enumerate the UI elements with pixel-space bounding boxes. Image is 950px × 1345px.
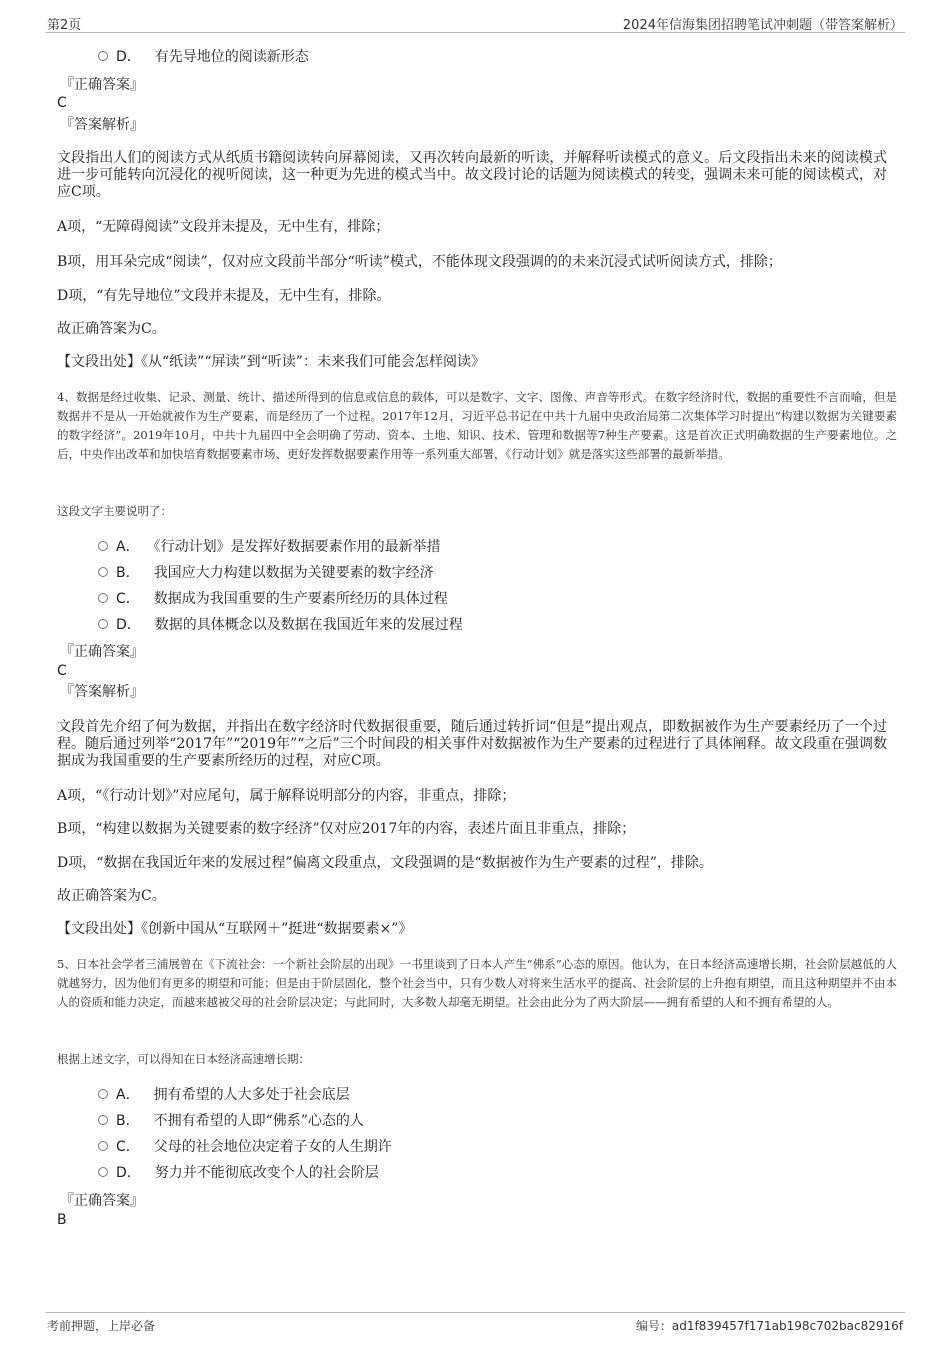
- option-text: 拥有希望的人大多处于社会底层: [153, 1087, 350, 1103]
- q3-answer: C: [57, 95, 67, 111]
- q4-option-d[interactable]: [98, 615, 463, 635]
- option-text: 有先导地位的阅读新形态: [154, 49, 309, 65]
- option-text: 不拥有希望的人即“佛系”心态的人: [153, 1113, 364, 1129]
- radio-icon[interactable]: [98, 1115, 108, 1125]
- option-letter: D．: [116, 49, 141, 65]
- q3-analysis-main: 文段指出人们的阅读方式从纸质书籍阅读转向屏幕阅读，又再次转向最新的听读，并解释听读模式的意义。后文段指出未来的阅读模式进一步可能转向沉浸化的视听阅读，这一种更为先进的模式当中。故文段讨论的话题为阅读模式的转变，强调未来可能的阅读模式，对应C项。: [57, 150, 887, 200]
- page-footer: [45, 1312, 905, 1337]
- option-letter: B．: [116, 565, 140, 581]
- q5-answer-label: 『正确答案』: [60, 1193, 144, 1209]
- q4-option-a[interactable]: [98, 537, 441, 557]
- option-text: 数据成为我国重要的生产要素所经历的具体过程: [153, 591, 448, 607]
- radio-icon[interactable]: [98, 567, 108, 577]
- radio-icon[interactable]: [98, 51, 108, 61]
- q4-analysis-d: D项，“数据在我国近年来的发展过程”偏离文段重点，文段强调的是“数据被作为生产要素的过程”，排除。: [57, 855, 713, 871]
- radio-icon[interactable]: [98, 619, 108, 629]
- q4-analysis-label: 『答案解析』: [60, 684, 144, 700]
- q4-passage: 4、数据是经过收集、记录、测量、统计、描述所得到的信息或信息的载体，可以是数字、文字、图像、声音等形式。在数字经济时代，数据的重要性不言而喻，但是数据并不是从一开始就被作为生产要素，而是经历了一个过程。2017年12月，习近平总书记在中共十九届中央政治局第二次集体学习时提出“构建以数据为关键要素的数字经济”。2019年10月，中共十九届四中全会明确了劳动、资本、土地、知识、技术、管理和数据等7种生产要素。这是首次正式明确数据的生产要素地位。之后，中央作出改革和加快培育数据要素市场、更好发挥数据要素作用等一系列重大部署，《行动计划》就是落实这些部署的最新举措。: [57, 390, 897, 461]
- footer-code: 编号：ad1f839457f171ab198c702bac82916f: [635, 1319, 903, 1333]
- q5-passage: 5、日本社会学者三浦展曾在《下流社会：一个新社会阶层的出现》一书里谈到了日本人产生“佛系”心态的原因。他认为，在日本经济高速增长期，社会阶层越低的人就越努力，因为他们有更多的期望和可能；但是由于阶层固化，整个社会当中，只有少数人对将来生活水平的提高、社会阶层的上升抱有期望，而且这种期望并不由本人的资质和能力决定，而越来越被父母的社会阶层决定；与此同时，大多数人却毫无期望。社会由此分为了两大阶层——拥有希望的人和不拥有希望的人。: [57, 957, 897, 1009]
- option-letter: B．: [116, 1113, 140, 1129]
- q5-option-a[interactable]: [98, 1085, 350, 1105]
- option-text: 《行动计划》是发挥好数据要素作用的最新举措: [153, 539, 441, 555]
- q4-analysis-b: B项，“构建以数据为关键要素的数字经济”仅对应2017年的内容，表述片面且非重点，排除；: [57, 821, 636, 837]
- q5-option-d[interactable]: [98, 1163, 379, 1183]
- q3-analysis-b: B项，用耳朵完成“阅读”，仅对应文段前半部分“听读”模式，不能体现文段强调的的未来沉浸式试听阅读方式，排除；: [57, 254, 782, 270]
- option-letter: D．: [116, 1165, 141, 1181]
- page-header: [45, 12, 905, 33]
- q4-option-b[interactable]: [98, 563, 434, 583]
- document-title: 2024年信海集团招聘笔试冲刺题（带答案解析）: [622, 18, 903, 33]
- q4-source: 【文段出处】《创新中国从“互联网＋”挺进“数据要素×”》: [57, 921, 413, 937]
- option-text: 我国应大力构建以数据为关键要素的数字经济: [153, 565, 434, 581]
- q4-option-c[interactable]: [98, 589, 448, 609]
- q3-source: 【文段出处】《从“纸读”“屏读”到“听读”：未来我们可能会怎样阅读》: [57, 354, 485, 370]
- option-letter: D．: [116, 617, 141, 633]
- option-letter: A．: [116, 539, 140, 555]
- page-number: 第2页: [47, 18, 82, 33]
- q4-answer-label: 『正确答案』: [60, 644, 144, 660]
- radio-icon[interactable]: [98, 1141, 108, 1151]
- footer-slogan: 考前押题，上岸必备: [47, 1319, 156, 1333]
- option-letter: A．: [116, 1087, 140, 1103]
- option-text: 数据的具体概念以及数据在我国近年来的发展过程: [154, 617, 463, 633]
- q3-option-d[interactable]: [98, 47, 309, 67]
- q4-conclusion: 故正确答案为C。: [57, 888, 166, 904]
- radio-icon[interactable]: [98, 593, 108, 603]
- option-letter: C．: [116, 1139, 140, 1155]
- q5-option-c[interactable]: [98, 1137, 392, 1157]
- q4-analysis-main: 文段首先介绍了何为数据，并指出在数字经济时代数据很重要，随后通过转折词“但是”提出观点，即数据被作为生产要素经历了一个过程。随后通过列举“2017年”“2019年”“之后”三个时间段的相关事件对数据被作为生产要素的过程进行了具体阐释。故文段重在强调数据成为我国重要的生产要素所经历的过程，对应C项。: [57, 719, 887, 769]
- option-text: 父母的社会地位决定着子女的人生期许: [153, 1139, 392, 1155]
- q4-answer: C: [57, 663, 67, 679]
- radio-icon[interactable]: [98, 1167, 108, 1177]
- q3-analysis-d: D项，“有先导地位”文段并未提及，无中生有，排除。: [57, 288, 391, 304]
- option-text: 努力并不能彻底改变个人的社会阶层: [154, 1165, 379, 1181]
- q3-conclusion: 故正确答案为C。: [57, 321, 166, 337]
- q4-question: 这段文字主要说明了：: [57, 504, 172, 518]
- option-letter: C．: [116, 591, 140, 607]
- q5-answer: B: [57, 1212, 67, 1228]
- q5-option-b[interactable]: [98, 1111, 364, 1131]
- q3-analysis-label: 『答案解析』: [60, 117, 144, 133]
- radio-icon[interactable]: [98, 541, 108, 551]
- q5-question: 根据上述文字，可以得知在日本经济高速增长期：: [57, 1052, 310, 1066]
- q3-analysis-a: A项，“无障碍阅读”文段并未提及，无中生有，排除；: [57, 219, 390, 235]
- radio-icon[interactable]: [98, 1089, 108, 1099]
- q4-analysis-a: A项，“《行动计划》”对应尾句，属于解释说明部分的内容，非重点，排除；: [57, 788, 516, 804]
- q3-answer-label: 『正确答案』: [60, 77, 144, 93]
